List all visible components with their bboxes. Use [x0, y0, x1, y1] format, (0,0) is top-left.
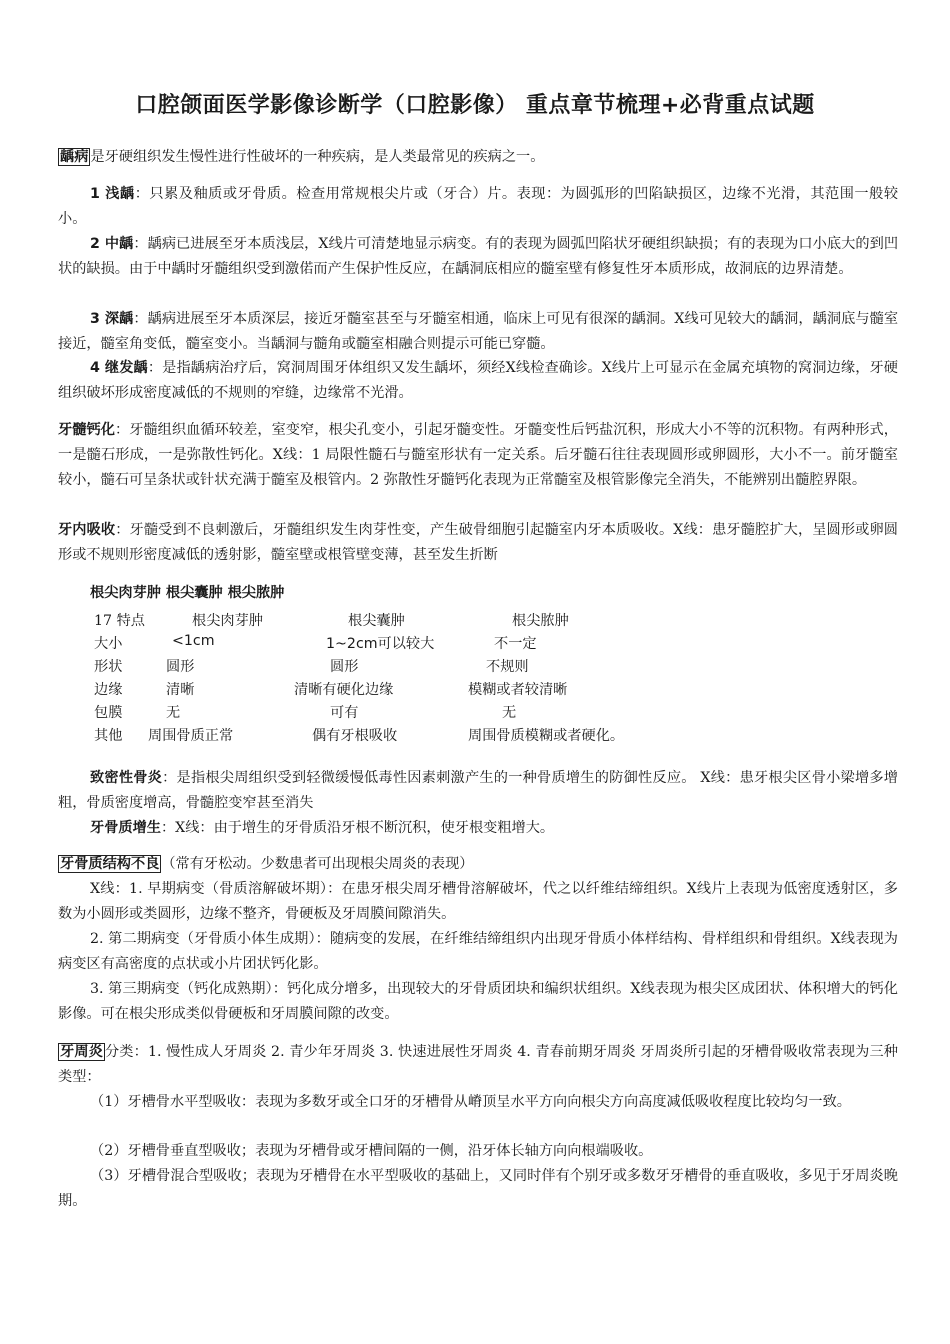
shallow-caries-label: 1 浅龋: [90, 186, 135, 202]
sclerosing-osteitis: [58, 766, 898, 816]
dysplasia-stage-2: 2. 第二期病变（牙骨质小体生成期）：随病变的发展，在纤维结缔组织内出现牙骨质小体样结构、骨样组织和骨组织。X线表现为病变区有高密度的点状或小片团状钙化影。: [58, 931, 898, 972]
hypercementosis: [58, 816, 898, 841]
periodontitis-term: 牙周炎: [60, 1044, 103, 1060]
table-cell: 圆形: [330, 659, 359, 675]
table-cell: 大小: [94, 636, 123, 652]
horizontal-resorption: （1）牙槽骨水平型吸收：表现为多数牙或全口牙的牙槽骨从嵴顶呈水平方向向根尖方向高度减低吸收程度比较均匀一致。: [90, 1094, 851, 1110]
cemental-dysplasia-intro: [58, 852, 898, 877]
table-cell: 其他: [94, 728, 123, 744]
table-header-cell: 17 特点: [94, 613, 145, 629]
table-cell: 周围骨质正常: [148, 728, 234, 744]
pulp-calcification: [58, 418, 898, 493]
cemental-dysplasia-intro-text: （常有牙松动。少数患者可出现根尖周炎的表现）: [161, 856, 474, 872]
cemental-dysplasia-term: 牙骨质结构不良: [60, 856, 160, 872]
internal-resorption-text: ：牙髓受到不良刺激后，牙髓组织发生肉芽性变，产生破骨细胞引起髓室内牙本质吸收。X线：患牙髓腔扩大，呈圆形或卵圆形或不规则形密度减低的透射影，髓室壁或根管壁变薄，甚至发生折断: [58, 522, 898, 563]
secondary-caries-label: 4 继发龋: [90, 360, 148, 376]
table-cell: 偶有牙根吸收: [312, 728, 398, 744]
table-cell: 包膜: [94, 705, 123, 721]
table-cell: 无: [166, 705, 181, 721]
table-cell: 不规则: [486, 659, 529, 675]
internal-resorption-label: 牙内吸收: [58, 522, 116, 538]
pulp-calcification-label: 牙髓钙化: [58, 422, 115, 438]
dysplasia-stage-1: X线：1. 早期病变（骨质溶解破坏期）：在患牙根尖周牙槽骨溶解破坏，代之以纤维结缔组织。X线片上表现为低密度透射区，多数为小圆形或类圆形，边缘不整齐，骨硬板及牙周膜间隙消失。: [58, 881, 898, 922]
dysplasia-stage-3: 3. 第三期病变（钙化成熟期）：钙化成分增多，出现较大的牙骨质团块和编织状组织。X线表现为根尖区成团状、体积增大的钙化影像。可在根尖形成类似骨硬板和牙周膜间隙的改变。: [58, 981, 898, 1022]
table-cell: 形状: [94, 659, 123, 675]
deep-caries-label: 3 深龋: [90, 311, 134, 327]
internal-resorption: [58, 518, 898, 568]
table-cell: 不一定: [494, 636, 537, 652]
deep-caries-text: ：龋病进展至牙本质深层，接近牙髓室甚至与牙髓室相通，临床上可见有很深的龋洞。X线可见较大的龋洞，龋洞底与髓室接近，髓室角变低，髓室变小。当龋洞与髓角或髓室相融合则提示可能已穿髓。: [58, 311, 899, 352]
table-header-cell: 根尖脓肿: [512, 613, 569, 629]
table-header-cell: 根尖囊肿: [348, 613, 405, 629]
mixed-resorption: （3）牙槽骨混合型吸收；表现为牙槽骨在水平型吸收的基础上，又同时伴有个别牙或多数牙牙槽骨的垂直吸收，多见于牙周炎晚期。: [58, 1168, 898, 1209]
table-cell: 1~2cm可以较大: [326, 636, 435, 652]
hypercementosis-label: 牙骨质增生: [90, 820, 161, 836]
sclerosing-osteitis-text: ：是指根尖周组织受到轻微缓慢低毒性因素刺激产生的一种骨质增生的防御性反应。 X线：患牙根尖区骨小梁增多增粗，骨质密度增高，骨髓腔变窄甚至消失: [58, 770, 898, 811]
caries-term: 龋病: [60, 149, 89, 165]
medium-caries-text: ：龋病已进展至牙本质浅层，X线片可清楚地显示病变。有的表现为圆弧凹陷状牙硬组织缺损；有的表现为口小底大的到凹状的缺损。由于中龋时牙髓组织受到激偌而产生保护性反应，在龋洞底相应的髓室壁有修复性牙本质形成，故洞底的边界清楚。: [58, 236, 899, 277]
table-cell: 无: [502, 705, 517, 721]
page-title: 口腔颌面医学影像诊断学（口腔影像） 重点章节梳理+必背重点试题: [135, 93, 815, 118]
table-cell: 清晰: [166, 682, 195, 698]
table-cell: 模糊或者较清晰: [468, 682, 568, 698]
table-cell: 清晰有硬化边缘: [294, 682, 394, 698]
shallow-caries: [58, 182, 898, 232]
sclerosing-osteitis-label: 致密性骨炎: [90, 770, 163, 786]
table-header-cell: 根尖肉芽肿: [192, 613, 263, 629]
table-cell: 周围骨质模糊或者硬化。: [468, 728, 625, 744]
vertical-resorption: （2）牙槽骨垂直型吸收；表现为牙槽骨或牙槽间隔的一侧，沿牙体长轴方向向根端吸收。: [90, 1143, 653, 1159]
medium-caries: [58, 232, 898, 282]
secondary-caries: [58, 356, 898, 406]
pulp-calcification-text: ：牙髓组织血循环较差，室变窄，根尖孔变小，引起牙髓变性。牙髓变性后钙盐沉积，形成大小不等的沉积物。有两种形式，一是髓石形成，一是弥散性钙化。X线：1 局限性髓石与髓室形状有一定关系。后牙髓石往往表现圆形或卵圆形，大小不一。前牙髓室较小，髓石可呈条状或针状充满于髓室及根管内。2 弥散性牙髓钙化表现为正常髓室及根管影像完全消失，不能辨别出髓腔界限。: [58, 422, 898, 488]
deep-caries: [58, 307, 898, 357]
caries-definition: [58, 145, 898, 170]
caries-def-text: 是牙硬组织发生慢性进行性破坏的一种疾病，是人类最常见的疾病之一。: [90, 149, 545, 165]
table-cell: 圆形: [166, 659, 195, 675]
periodontitis-intro: [58, 1040, 898, 1090]
table-cell: 可有: [330, 705, 359, 721]
table-cell: 边缘: [94, 682, 123, 698]
secondary-caries-text: ：是指龋病治疗后，窝洞周围牙体组织又发生龋坏，须经X线检查确诊。X线片上可显示在金属充填物的窝洞边缘，牙硬组织破坏形成密度减低的不规则的窄缝，边缘常不光滑。: [58, 360, 898, 401]
periodontitis-intro-text: 分类：1. 慢性成人牙周炎 2. 青少年牙周炎 3. 快速进展性牙周炎 4. 青春前期牙周炎 牙周炎所引起的牙槽骨吸收常表现为三种类型：: [58, 1044, 898, 1085]
medium-caries-label: 2 中龋: [90, 236, 134, 252]
periapical-heading: 根尖肉芽肿 根尖囊肿 根尖脓肿: [90, 585, 285, 601]
table-cell: <1cm: [172, 633, 215, 649]
hypercementosis-text: ：X线：由于增生的牙骨质沿牙根不断沉积，使牙根变粗增大。: [160, 820, 555, 836]
shallow-caries-text: ：只累及釉质或牙骨质。检查用常规根尖片或（牙合）片。表现：为圆弧形的凹陷缺损区，边缘不光滑，其范围一般较小。: [58, 186, 899, 227]
